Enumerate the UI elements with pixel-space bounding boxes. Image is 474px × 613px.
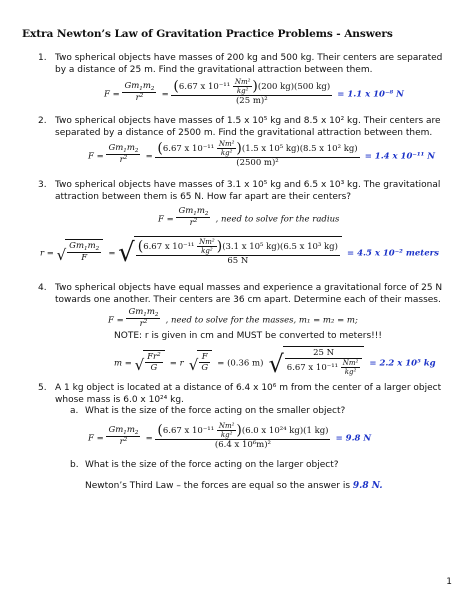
page-title: Extra Newton’s Law of Gravitation Practice Problems - Answers — [22, 28, 393, 40]
problem-2-equation: F = $\frac{Gm_1m_2}{r^2}$ = (6.67 x 10⁻¹¹ $\frac{\text{Nm²}}{\text{kg²}}$ )(1.5 x 10⁵ kg)(8.5 x 10² kg) (2500 m)² = 1.4 x 10⁻¹¹ N — [88, 140, 436, 168]
problem-5-number: 5. — [38, 383, 47, 393]
problem-1-number: 1. — [38, 53, 47, 63]
problem-5-text: A 1 kg object is located at a distance of 6.4 x 10⁶ m from the center of a larger object whose mass is 6.0 x 10²⁴ kg. — [55, 383, 442, 405]
page-number: 1 — [446, 577, 452, 587]
problem-5a-equation: F = $\frac{Gm_1m_2}{r^2}$ = (6.67 x 10⁻¹¹ $\frac{\text{Nm²}}{\text{kg²}}$ )(6.0 x 10²⁴ kg)(1 kg) (6.4 x 10⁶m)² = 9.8 N — [88, 422, 372, 450]
problem-4-note: NOTE: r is given in cm and MUST be converted to meters!!! — [114, 331, 382, 341]
problem-4-setup: F = $\frac{Gm_1m_2}{r^2}$ , need to solve for the masses, m₁ = m₂ = m; — [108, 307, 358, 329]
problem-3-answer: = 4.5 x 10⁻² meters — [347, 248, 439, 259]
problem-5a-answer: = 9.8 N — [335, 433, 372, 444]
problem-5b-answer: 9.8 N. — [352, 481, 383, 491]
problem-3-setup: F = $\frac{Gm_1m_2}{r^2}$ , need to solve for the radius — [158, 206, 340, 228]
problem-4-text: Two spherical objects have equal masses and experience a gravitational force of 25 N towards one another. Their centers are 36 cm apart. Determine each of their masses. — [55, 283, 443, 305]
problem-5a-text: What is the size of the force acting on the smaller object? — [85, 406, 346, 416]
problem-5a-label: a. — [70, 406, 79, 416]
problem-4-equation: m = √ $\frac{Fr^2}{G}$ = r √ $\frac{F}{G}$ = (0.36 m) √ 25 N 6.67 x 10⁻¹¹ $\frac{\text{Nm²}}{\text{kg²}}$ = 2.2 x 10⁵ kg — [114, 348, 436, 378]
problem-2-text: Two spherical objects have masses of 1.5 x 10⁵ kg and 8.5 x 10² kg. Their centers are separated by a distance of 2500 m. Find the gravitational attraction between them. — [55, 116, 441, 138]
problem-2-answer: = 1.4 x 10⁻¹¹ N — [364, 151, 436, 162]
problem-1-text: Two spherical objects have masses of 200 kg and 500 kg. Their centers are separated by a distance of 25 m. Find the gravitational attraction between them. — [55, 53, 443, 75]
problem-1-answer: = 1.1 x 10⁻⁸ N — [337, 89, 404, 100]
problem-2-number: 2. — [38, 116, 47, 126]
problem-3-text: Two spherical objects have masses of 3.1 x 10⁵ kg and 6.5 x 10³ kg. The gravitational attraction between them is 65 N. How far apart are their centers? — [55, 180, 441, 202]
problem-4-answer: = 2.2 x 10⁵ kg — [369, 358, 436, 369]
problem-1-equation: F = $\frac{Gm_1m_2}{r^2}$ = (6.67 x 10⁻¹¹ $\frac{\text{Nm²}}{\text{kg²}}$ )(200 kg)(500 kg) (25 m)² = 1.1 x 10⁻⁸ N — [104, 78, 404, 106]
problem-3-equation: r = √ $\frac{Gm_1m_2}{F}$ = √ (6.67 x 10⁻¹¹ $\frac{\text{Nm²}}{\text{kg²}}$ )(3.1 x 10⁵ kg)(6.5 x 10³ kg) 65 N = 4.5 x 10⁻² meters — [40, 238, 439, 268]
problem-5b-label: b. — [70, 460, 79, 470]
problem-5b-third-law: Newton’s Third Law – the forces are equal so the answer is 9.8 N. — [85, 481, 383, 491]
problem-3-number: 3. — [38, 180, 47, 190]
problem-4-number: 4. — [38, 283, 47, 293]
problem-5b-text: What is the size of the force acting on the larger object? — [85, 460, 339, 470]
